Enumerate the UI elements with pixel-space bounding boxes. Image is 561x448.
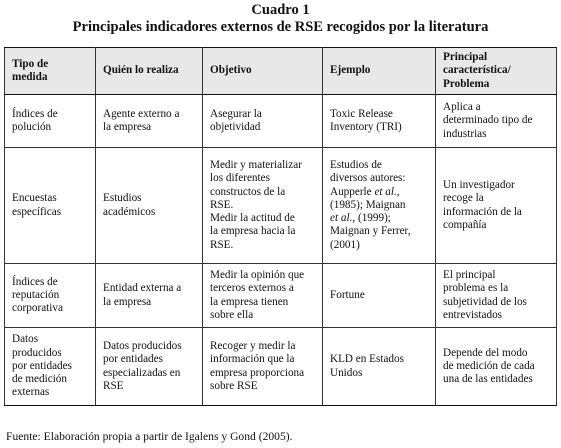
cell-caracteristica: Un investigador recoge la información de la compañía (436, 148, 557, 264)
cell-caracteristica: Depende del modo de medición de cada una de las entidades (436, 328, 557, 406)
cell-quien: Entidad externa a la empresa (96, 264, 203, 328)
header-ejemplo: Ejemplo (323, 48, 436, 95)
cell-ejemplo: Estudios de diversos autores: Aupperle et al., (1985); Maignan et al., (1999); Maignan y Ferrer, (2001) (323, 148, 436, 264)
cell-ejemplo: KLD en Estados Unidos (323, 328, 436, 406)
cell-ejemplo: Toxic Release Inventory (TRI) (323, 95, 436, 148)
table-row (5, 95, 557, 148)
cell-quien: Agente externo a la empresa (96, 95, 203, 148)
cell-ejemplo: Fortune (323, 264, 436, 328)
header-caracteristica: Principal característica/ Problema (436, 48, 557, 95)
header-tipo-medida: Tipo de medida (5, 48, 96, 95)
cell-objetivo: Medir la opinión que terceros externos a la empresa tienen sobre ella (203, 264, 323, 328)
table-row (5, 148, 557, 264)
table-row (5, 264, 557, 328)
cell-objetivo: Asegurar la objetividad (203, 95, 323, 148)
cell-tipo: Encuestas específicas (5, 148, 96, 264)
header-objetivo: Objetivo (203, 48, 323, 95)
table-row (5, 328, 557, 406)
cell-tipo: Datos producidos por entidades de medición externas (5, 328, 96, 406)
source-footnote: Fuente: Elaboración propia a partir de Igalens y Gond (2005). (6, 430, 293, 443)
header-quien-realiza: Quién lo realiza (96, 48, 203, 95)
table-header-row (5, 48, 557, 95)
cell-objetivo: Medir y materializar los diferentes constructos de la RSE. Medir la actitud de la empresa hacia la RSE. (203, 148, 323, 264)
table-caption-label: Cuadro 1 (251, 2, 310, 18)
cell-quien: Datos producidos por entidades especializadas en RSE (96, 328, 203, 406)
indicators-table (4, 47, 557, 406)
cell-objetivo: Recoger y medir la información que la empresa proporciona sobre RSE (203, 328, 323, 406)
table-caption-title: Principales indicadores externos de RSE recogidos por la literatura (72, 19, 489, 35)
cell-quien: Estudios académicos (96, 148, 203, 264)
cell-tipo: Índices de polución (5, 95, 96, 148)
cell-caracteristica: Aplica a determinado tipo de industrias (436, 95, 557, 148)
cell-caracteristica: El principal problema es la subjetividad de los entrevistados (436, 264, 557, 328)
cell-tipo: Índices de reputación corporativa (5, 264, 96, 328)
